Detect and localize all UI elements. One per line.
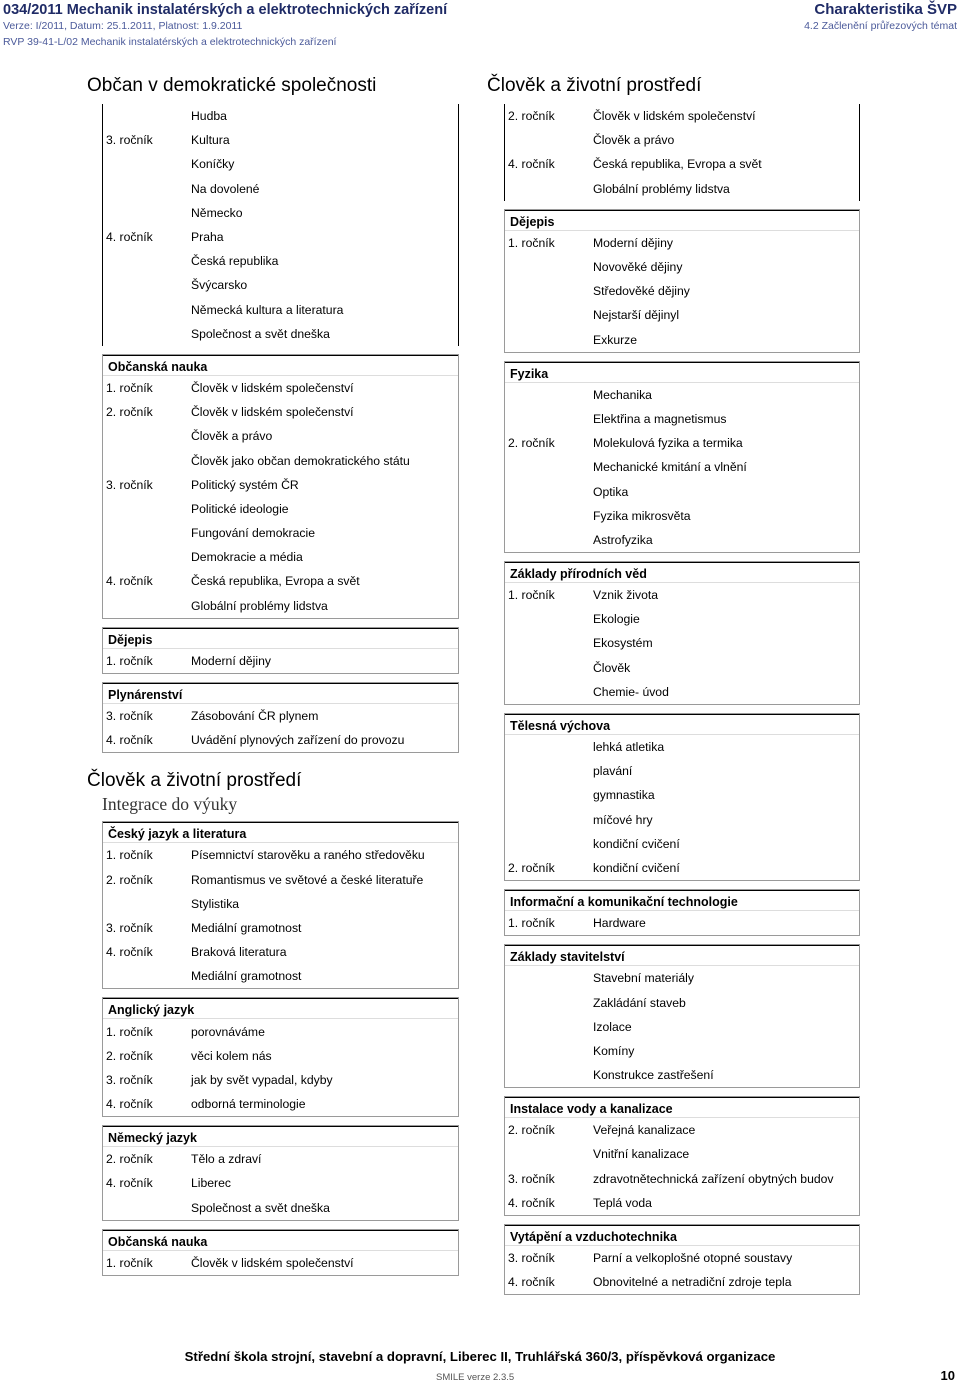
year-cell: 4. ročník — [106, 1176, 153, 1191]
topic-cell: Politické ideologie — [191, 501, 289, 516]
table-row — [103, 424, 458, 448]
table-row — [103, 704, 458, 728]
subject-box — [504, 889, 860, 936]
topic-cell: kondiční cvičení — [593, 836, 680, 851]
subject-box — [504, 209, 860, 353]
year-cell: 3. ročník — [106, 133, 153, 148]
topic-cell: Teplá voda — [593, 1195, 652, 1210]
table-row — [505, 528, 859, 552]
topic-cell: Písemnictví starověku a raného středověku — [191, 848, 425, 863]
topic-cell: Uvádění plynových zařízení do provozu — [191, 733, 405, 748]
section-title: Člověk a životní prostředí — [87, 770, 302, 792]
year-cell: 2. ročník — [106, 1152, 153, 1167]
topic-cell: Romantismus ve světové a české literatuře — [191, 872, 424, 887]
table-row — [505, 808, 859, 832]
year-cell: 3. ročník — [106, 477, 153, 492]
subject-heading: Fyzika — [505, 362, 859, 383]
table-row — [103, 448, 458, 472]
table-row — [505, 607, 859, 631]
table-row — [505, 783, 859, 807]
topic-cell: gymnastika — [593, 788, 655, 803]
subject-list — [87, 821, 477, 1276]
table-row — [103, 225, 458, 249]
topic-cell: Liberec — [191, 1176, 231, 1191]
subject-heading: Občanská nauka — [103, 1230, 458, 1251]
topic-cell: Mechanika — [593, 387, 652, 402]
topic-cell: Člověk — [593, 660, 631, 675]
table-row — [505, 856, 859, 880]
table-row — [103, 728, 458, 752]
topic-cell: Na dovolené — [191, 181, 260, 196]
table-row — [103, 128, 458, 152]
table-row — [103, 273, 458, 297]
topic-list — [102, 104, 459, 346]
topic-cell: Zakládání staveb — [593, 995, 686, 1010]
table-row — [505, 583, 859, 607]
table-row — [103, 322, 458, 346]
year-cell: 2. ročník — [508, 1123, 555, 1138]
subject-heading: Instalace vody a kanalizace — [505, 1097, 859, 1118]
topic-cell: Středověké dějiny — [593, 284, 690, 299]
table-row — [505, 832, 859, 856]
topic-cell: Obnovitelné a netradiční zdroje tepla — [593, 1275, 792, 1290]
table-row — [103, 594, 458, 618]
software-version: SMILE verze 2.3.5 — [436, 1372, 515, 1383]
topic-cell: lehká atletika — [593, 740, 665, 755]
topic-cell: Molekulová fyzika a termika — [593, 436, 743, 451]
topic-cell: Moderní dějiny — [593, 235, 673, 250]
year-cell: 4. ročník — [508, 1195, 555, 1210]
year-cell: 4. ročník — [106, 733, 153, 748]
topic-cell: Česká republika, Evropa a svět — [593, 157, 762, 172]
topic-cell: Ekologie — [593, 612, 640, 627]
table-row — [505, 759, 859, 783]
subject-heading: Český jazyk a literatura — [103, 822, 458, 843]
topic-list — [504, 104, 860, 201]
table-row — [103, 1068, 458, 1092]
subject-box — [102, 682, 459, 753]
subject-heading: Plynárenství — [103, 683, 458, 704]
topic-cell: Komíny — [593, 1043, 635, 1058]
topic-cell: Německo — [191, 205, 243, 220]
table-row — [103, 1044, 458, 1068]
table-row — [103, 497, 458, 521]
topic-cell: Nejstarší dějinyl — [593, 308, 680, 323]
topic-cell: Exkurze — [593, 332, 638, 347]
table-row — [505, 128, 859, 152]
table-row — [505, 104, 859, 128]
topic-cell: odborná terminologie — [191, 1097, 306, 1112]
year-cell: 2. ročník — [106, 405, 153, 420]
version-line: Verze: I/2011, Datum: 25.1.2011, Platnost: 1.9.2011 — [3, 20, 243, 32]
year-cell: 1. ročník — [508, 235, 555, 250]
table-row — [103, 1196, 458, 1220]
year-cell: 4. ročník — [508, 157, 555, 172]
table-row — [505, 990, 859, 1014]
table-row — [103, 521, 458, 545]
topic-cell: Zásobování ČR plynem — [191, 709, 319, 724]
school-name: Střední škola strojní, stavební a dopravní, Liberec II, Truhlářská 360/3, příspěvková organizace — [184, 1349, 776, 1364]
subject-box — [504, 1224, 860, 1295]
table-row — [505, 1142, 859, 1166]
topic-cell: Česká republika, Evropa a svět — [191, 574, 360, 589]
table-row — [505, 407, 859, 431]
table-row — [103, 892, 458, 916]
topic-cell: Elektřina a magnetismus — [593, 411, 727, 426]
table-row — [103, 1019, 458, 1043]
table-row — [505, 177, 859, 201]
subject-heading: Tělesná výchova — [505, 714, 859, 735]
year-cell: 1. ročník — [106, 380, 153, 395]
topic-cell: Izolace — [593, 1019, 632, 1034]
table-row — [103, 1171, 458, 1195]
table-row — [505, 1270, 859, 1294]
topic-cell: Vnitřní kanalizace — [593, 1147, 690, 1162]
subject-box — [504, 361, 860, 553]
topic-cell: Německá kultura a literatura — [191, 302, 344, 317]
section-subtitle: Integrace do výuky — [102, 794, 238, 815]
right-column — [487, 74, 863, 1303]
topic-cell: Hudba — [191, 109, 227, 124]
subject-box — [504, 1096, 860, 1216]
subject-box — [504, 561, 860, 705]
topic-cell: Člověk v lidském společenství — [191, 405, 354, 420]
topic-cell: Hardware — [593, 916, 646, 931]
topic-cell: Demokracie a média — [191, 550, 303, 565]
year-cell: 2. ročník — [106, 872, 153, 887]
table-row — [103, 400, 458, 424]
subject-box — [102, 821, 459, 989]
table-row — [103, 298, 458, 322]
table-row — [103, 843, 458, 867]
subject-heading: Základy přírodních věd — [505, 562, 859, 583]
topic-cell: Optika — [593, 484, 629, 499]
topic-cell: zdravotnětechnická zařízení obytných budov — [593, 1171, 834, 1186]
subject-list — [487, 209, 863, 1296]
table-row — [505, 303, 859, 327]
table-row — [505, 152, 859, 176]
year-cell: 4. ročník — [508, 1275, 555, 1290]
topic-cell: Globální problémy lidstva — [593, 181, 730, 196]
table-row — [505, 656, 859, 680]
topic-cell: Mediální gramotnost — [191, 969, 302, 984]
topic-cell: Kultura — [191, 133, 230, 148]
topic-cell: Novověké dějiny — [593, 260, 683, 275]
left-column — [87, 74, 477, 1284]
table-row — [103, 152, 458, 176]
year-cell: 4. ročník — [106, 574, 153, 589]
page-number: 10 — [940, 1368, 955, 1383]
section-title: Člověk a životní prostředí — [487, 75, 702, 96]
topic-cell: Globální problémy lidstva — [191, 598, 328, 613]
table-row — [505, 255, 859, 279]
table-row — [103, 201, 458, 225]
year-cell: 2. ročník — [508, 109, 555, 124]
topic-cell: Koníčky — [191, 157, 235, 172]
table-row — [103, 940, 458, 964]
table-row — [505, 1191, 859, 1215]
year-cell: 2. ročník — [106, 1048, 153, 1063]
subject-box — [102, 627, 459, 674]
section-title: Občan v demokratické společnosti — [87, 75, 377, 96]
table-row — [505, 431, 859, 455]
topic-cell: Člověk a právo — [191, 429, 273, 444]
table-row — [505, 1167, 859, 1191]
table-row — [103, 249, 458, 273]
year-cell: 2. ročník — [508, 860, 555, 875]
year-cell: 1. ročník — [508, 588, 555, 603]
topic-cell: Člověk v lidském společenství — [191, 380, 354, 395]
subject-heading: Občanská nauka — [103, 355, 458, 376]
topic-cell: Astrofyzika — [593, 532, 653, 547]
topic-cell: jak by svět vypadal, kdyby — [191, 1072, 333, 1087]
subject-heading: Anglický jazyk — [103, 998, 458, 1019]
topic-cell: porovnáváme — [191, 1024, 265, 1039]
subject-heading: Dějepis — [103, 628, 458, 649]
subject-box — [102, 997, 459, 1117]
table-row — [505, 966, 859, 990]
topic-cell: Člověk a právo — [593, 133, 675, 148]
year-cell: 3. ročník — [106, 1072, 153, 1087]
subject-heading: Informační a komunikační technologie — [505, 890, 859, 911]
topic-cell: plavání — [593, 764, 633, 779]
table-row — [505, 231, 859, 255]
section-reference: 4.2 Začlenění průřezových témat — [804, 20, 957, 32]
year-cell: 1. ročník — [106, 653, 153, 668]
topic-cell: Česká republika — [191, 254, 279, 269]
table-row — [505, 328, 859, 352]
page-header — [0, 0, 960, 56]
topic-cell: Moderní dějiny — [191, 653, 271, 668]
topic-cell: Politický systém ČR — [191, 477, 299, 492]
topic-cell: Stylistika — [191, 896, 240, 911]
table-row — [103, 177, 458, 201]
year-cell: 1. ročník — [106, 1255, 153, 1270]
topic-cell: Veřejná kanalizace — [593, 1123, 696, 1138]
year-cell: 1. ročník — [106, 848, 153, 863]
table-row — [103, 1147, 458, 1171]
topic-cell: Fungování demokracie — [191, 526, 315, 541]
table-row — [103, 868, 458, 892]
subject-heading: Německý jazyk — [103, 1126, 458, 1147]
table-row — [505, 1118, 859, 1142]
year-cell: 2. ročník — [508, 436, 555, 451]
topic-cell: Mediální gramotnost — [191, 920, 302, 935]
table-row — [103, 545, 458, 569]
table-row — [505, 680, 859, 704]
topic-cell: Společnost a svět dneška — [191, 326, 330, 341]
year-cell: 1. ročník — [106, 1024, 153, 1039]
subject-box — [102, 1229, 459, 1276]
topic-cell: Stavební materiály — [593, 971, 694, 986]
subject-box — [102, 354, 459, 619]
table-row — [505, 735, 859, 759]
topic-cell: míčové hry — [593, 812, 653, 827]
subject-heading: Vytápění a vzduchotechnika — [505, 1225, 859, 1246]
year-cell: 4. ročník — [106, 230, 153, 245]
table-row — [505, 631, 859, 655]
topic-cell: Tělo a zdraví — [191, 1152, 262, 1167]
table-row — [103, 569, 458, 593]
table-row — [505, 911, 859, 935]
year-cell: 3. ročník — [508, 1171, 555, 1186]
table-row — [505, 1015, 859, 1039]
table-row — [505, 279, 859, 303]
table-row — [103, 1092, 458, 1116]
topic-cell: Fyzika mikrosvěta — [593, 508, 691, 523]
year-cell: 1. ročník — [508, 916, 555, 931]
topic-cell: Ekosystém — [593, 636, 653, 651]
table-row — [103, 916, 458, 940]
year-cell: 3. ročník — [106, 709, 153, 724]
subject-box — [504, 944, 860, 1088]
year-cell: 3. ročník — [106, 920, 153, 935]
topic-cell: kondiční cvičení — [593, 860, 680, 875]
table-row — [103, 104, 458, 128]
topic-cell: Praha — [191, 230, 224, 245]
topic-cell: Společnost a svět dneška — [191, 1200, 330, 1215]
brand-title: Charakteristika ŠVP — [814, 1, 957, 18]
topic-cell: věci kolem nás — [191, 1048, 272, 1063]
subject-heading: Základy stavitelství — [505, 945, 859, 966]
topic-cell: Člověk v lidském společenství — [191, 1255, 354, 1270]
topic-cell: Švýcarsko — [191, 278, 248, 293]
topic-cell: Vznik života — [593, 588, 659, 603]
table-row — [103, 649, 458, 673]
table-row — [505, 479, 859, 503]
topic-cell: Člověk v lidském společenství — [593, 109, 756, 124]
subject-box — [504, 713, 860, 881]
table-row — [505, 1039, 859, 1063]
year-cell: 4. ročník — [106, 945, 153, 960]
document-title: 034/2011 Mechanik instalatérských a elektrotechnických zařízení — [3, 2, 448, 18]
table-row — [505, 455, 859, 479]
year-cell: 4. ročník — [106, 1097, 153, 1112]
subject-box — [102, 1125, 459, 1221]
table-row — [505, 383, 859, 407]
topic-cell: Parní a velkoplošné otopné soustavy — [593, 1251, 793, 1266]
subject-heading: Dějepis — [505, 210, 859, 231]
table-row — [103, 376, 458, 400]
table-row — [103, 964, 458, 988]
topic-cell: Člověk jako občan demokratického státu — [191, 453, 410, 468]
table-row — [505, 1246, 859, 1270]
year-cell: 3. ročník — [508, 1251, 555, 1266]
rvp-line: RVP 39-41-L/02 Mechanik instalatérských a elektrotechnických zařízení — [3, 36, 337, 48]
topic-cell: Mechanické kmitání a vlnění — [593, 460, 747, 475]
table-row — [103, 473, 458, 497]
topic-cell: Braková literatura — [191, 945, 287, 960]
table-row — [103, 1251, 458, 1275]
topic-cell: Konstrukce zastřešení — [593, 1068, 714, 1083]
subject-list — [87, 354, 477, 753]
topic-cell: Chemie- úvod — [593, 684, 669, 699]
table-row — [505, 1063, 859, 1087]
table-row — [505, 504, 859, 528]
